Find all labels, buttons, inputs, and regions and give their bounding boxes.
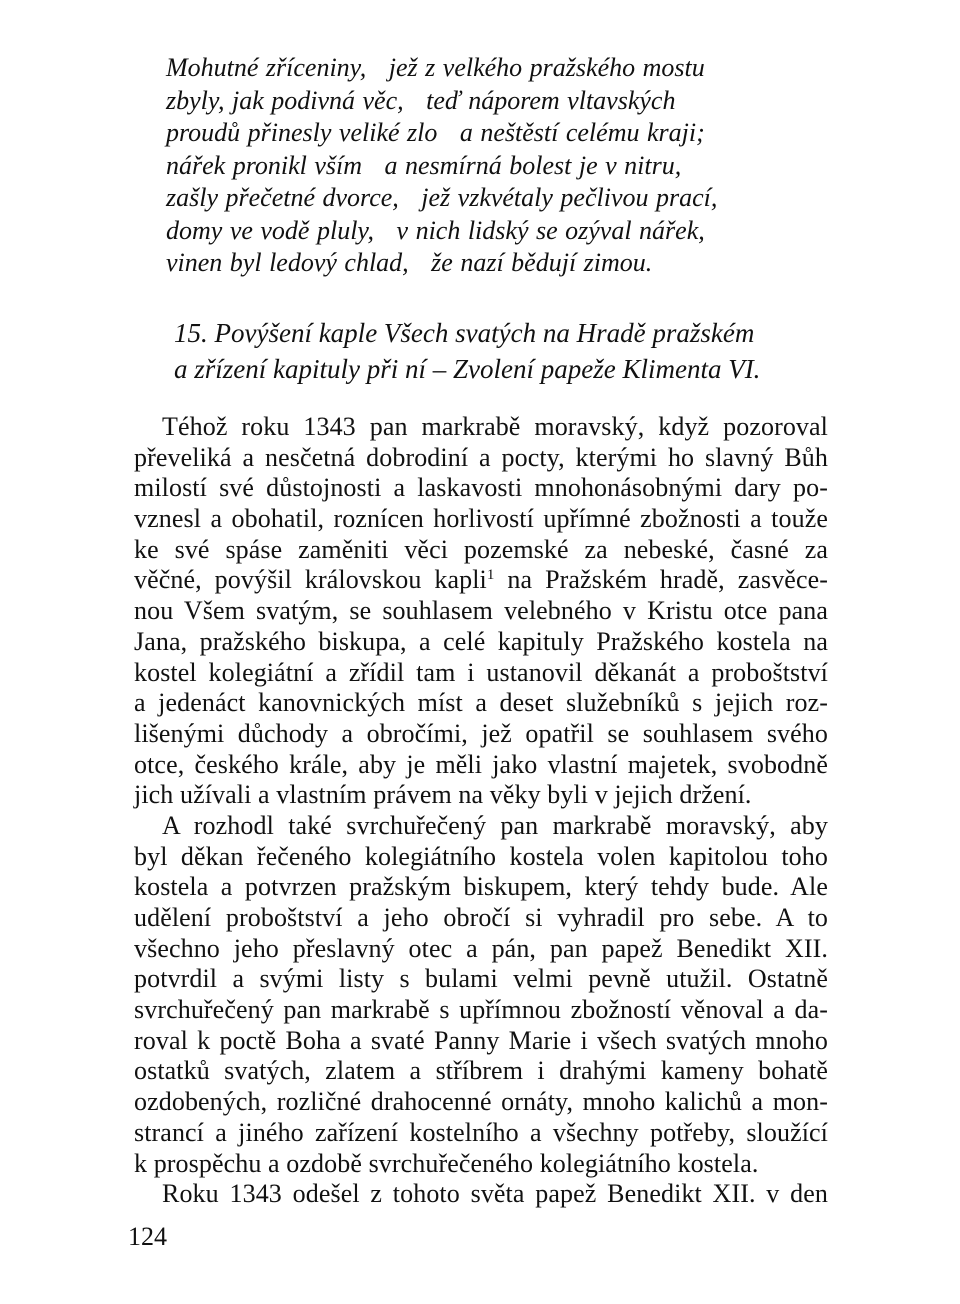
body-line-text: udělení proboštství a jeho obročí si vyhradil pro sebe. A to [134, 903, 828, 932]
body-line [134, 1026, 828, 1057]
poem-line: domy ve vodě pluly, v nich lidský se ozýval nářek, [166, 215, 705, 245]
poem-line: nářek pronikl vším a nesmírná bolest je v nitru, [166, 150, 682, 180]
body-line-text: strancí a jiného zařízení kostelního a všechny potřeby, sloužící [134, 1117, 828, 1147]
body-line-text: A rozhodl také svrchuřečený pan markrabě moravský, aby [162, 810, 828, 840]
poem-line: vinen byl ledový chlad, že nazí bědují zimou. [166, 248, 653, 277]
body-line-text: vznesl a obohatil, roznícen horlivostí upřímné zbožnosti a touže [134, 504, 828, 534]
body-line [134, 1149, 828, 1180]
poem-excerpt [166, 52, 786, 280]
body-line [134, 565, 828, 596]
page-number: 124 [128, 1222, 167, 1251]
body-line-text: nou Všem svatým, se souhlasem velebného v Kristu otce pana [134, 596, 828, 626]
body-line [134, 1118, 828, 1149]
poem-line: zašly přečetné dvorce, jež vzkvétaly pečlivou prací, [166, 183, 718, 212]
body-line-text: roval k poctě Boha a svaté Panny Marie i všech svatých mnoho [134, 1025, 828, 1055]
body-line [134, 1056, 828, 1087]
body-line [134, 596, 828, 627]
section-heading [174, 315, 814, 387]
body-line-text: Téhož roku 1343 pan markrabě moravský, když pozoroval [162, 412, 828, 441]
body-line [134, 750, 828, 781]
body-line-text: svrchuřečený pan markrabě s upřímnou zbožností věnoval a da- [134, 995, 828, 1025]
body-line-text: jich užívali a vlastním právem na věky byli v jejich držení. [134, 780, 752, 810]
body-line-text: Roku 1343 odešel z tohoto světa papež Benedikt XII. v den [162, 1179, 828, 1209]
footnote-marker: 1 [486, 567, 495, 584]
body-line-text: ostatků svatých, zlatem a stříbrem i drahými kameny bohatě [134, 1056, 828, 1086]
body-line-text: na Pražském hradě, zasvěce- [494, 565, 828, 595]
body-line-text: ke své spáse zaměniti věci pozemské za nebeské, časné za [134, 534, 828, 564]
body-line [134, 658, 828, 689]
body-line-text: milostí své důstojnosti a laskavosti mnohonásobnými dary po- [134, 473, 828, 503]
body-line [134, 780, 828, 811]
body-line-text: Jana, pražského biskupa, a celé kapituly Pražského kostela na [134, 626, 828, 656]
body-line-text: byl děkan řečeného kolegiátního kostela volen kapitolou toho [134, 841, 828, 871]
body-line-text: věčné, povýšil královskou kapli [134, 565, 487, 595]
body-line [134, 1087, 828, 1118]
body-line [134, 719, 828, 750]
body-line-text: všechno jeho přeslavný otec a pán, pan papež Benedikt XII. [134, 933, 828, 963]
body-line [134, 811, 828, 842]
body-line [134, 412, 828, 443]
body-line [134, 443, 828, 474]
poem-line: proudů přinesly veliké zlo a neštěstí celému kraji; [166, 118, 705, 147]
body-line [134, 995, 828, 1026]
body-line-text: potvrdil a svými listy s bulami velmi pevně utužil. Ostatně [134, 964, 828, 994]
body-line [134, 627, 828, 658]
body-line [134, 535, 828, 566]
body-line [134, 903, 828, 934]
body-line [134, 504, 828, 535]
body-line [134, 842, 828, 873]
section-heading-line: 15. Povýšení kaple Všech svatých na Hradě pražském [174, 318, 755, 348]
body-line [134, 688, 828, 719]
poem-line: zbyly, jak podivná věc, teď náporem vltavských [166, 85, 676, 115]
body-line-text: kostel kolegiátní a zřídil tam i ustanovil děkanát a proboštství [134, 657, 828, 687]
poem-line: Mohutné zříceniny, jež z velkého pražského mostu [166, 53, 705, 82]
body-line [134, 934, 828, 965]
body-line-text: kostela a potvrzen pražským biskupem, který tehdy bude. Ale [134, 872, 828, 902]
body-line-text: ozdobených, rozličné drahocenné ornáty, mnoho kalichů a mon- [134, 1087, 828, 1117]
body-line-text: k prospěchu a ozdobě svrchuřečeného kolegiátního kostela. [134, 1148, 759, 1178]
body-text [134, 412, 828, 1210]
body-line-text: převeliká a nesčetná dobrodiní a pocty, kterými ho slavný Bůh [134, 442, 828, 472]
body-line [134, 964, 828, 995]
body-line-text: lišenými důchody a obročími, jež opatřil se souhlasem svého [134, 718, 828, 748]
body-line [134, 1179, 828, 1210]
section-heading-line: a zřízení kapituly při ní – Zvolení papeže Klimenta VI. [174, 354, 761, 384]
body-line [134, 872, 828, 903]
body-line-text: otce, českého krále, aby je měli jako vlastní majetek, svobodně [134, 749, 828, 779]
body-line-text: a jedenáct kanovnických míst a deset služebníků s jejich roz- [134, 688, 828, 718]
body-line [134, 473, 828, 504]
